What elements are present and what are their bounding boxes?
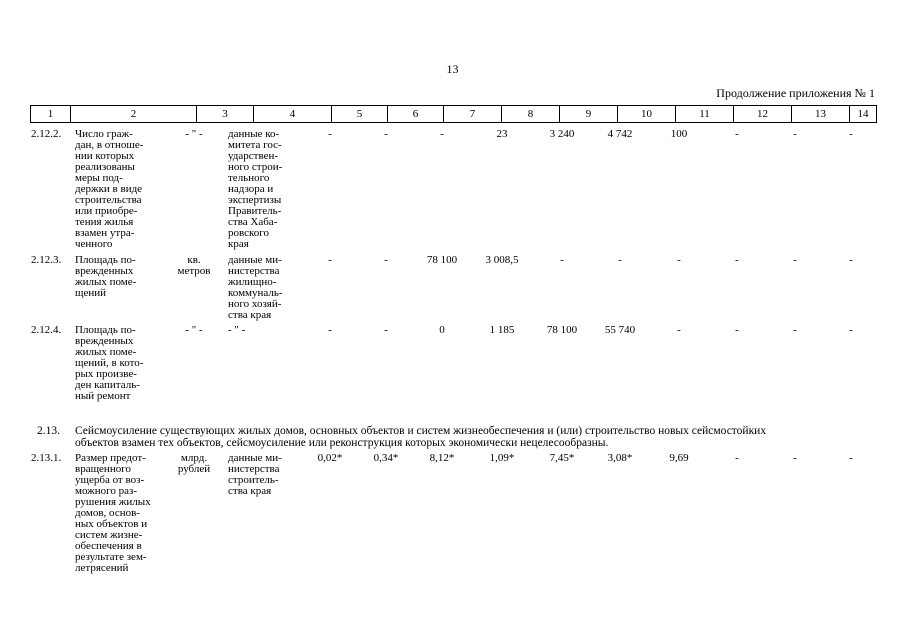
header-cell: 11 (676, 106, 734, 123)
cell-line: врежденных (75, 335, 134, 347)
value-cell: 78 100 (546, 324, 578, 336)
section-heading (75, 425, 875, 449)
value-cell: - (849, 452, 853, 464)
value-cell: - (793, 128, 797, 140)
source-cell (228, 255, 300, 321)
cell-line: можного раз- (75, 485, 138, 497)
cell-line: держки в виде (75, 183, 143, 195)
cell-line: ченного (75, 238, 113, 250)
value-cell: 1 185 (489, 324, 515, 336)
cell-line: реализованы (75, 161, 135, 173)
value-cell: - (735, 128, 739, 140)
value-cell: - (849, 254, 853, 266)
value-cell: 0,02* (317, 452, 343, 464)
value-cell: - (677, 324, 681, 336)
cell-line: дан, в отноше- (75, 139, 144, 151)
cell-line: обеспечения в (75, 540, 142, 552)
row-number: 2.12.3. (31, 254, 62, 266)
header-cell: 14 (850, 106, 877, 123)
cell-line: ства края (228, 309, 272, 321)
cell-line: нии которых (75, 150, 135, 162)
cell-line: края (228, 238, 249, 250)
value-cell: - (440, 128, 444, 140)
source-cell (228, 453, 300, 497)
value-cell: - (735, 254, 739, 266)
cell-line: ства края (228, 485, 272, 497)
cell-line: нистерства (228, 265, 280, 277)
cell-line: домов, основ- (75, 507, 140, 519)
value-cell: - (735, 324, 739, 336)
cell-line: ства Хаба- (228, 216, 278, 228)
cell-line: Площадь по- (75, 254, 136, 266)
header-cell: 7 (444, 106, 502, 123)
cell-line: - " - (228, 324, 246, 336)
cell-line: надзора и (228, 183, 274, 195)
cell-line: данные ми- (228, 452, 282, 464)
value-cell: - (328, 254, 332, 266)
value-cell: 55 740 (604, 324, 636, 336)
value-cell: 0 (439, 324, 445, 336)
value-cell: - (677, 254, 681, 266)
row-number: 2.12.4. (31, 324, 62, 336)
value-cell: - (328, 324, 332, 336)
cell-line: врежденных (75, 265, 134, 277)
source-cell (228, 129, 300, 250)
value-cell: 78 100 (426, 254, 458, 266)
row-number: 2.12.2. (31, 128, 62, 140)
value-cell: 23 (496, 128, 508, 140)
header-cell: 3 (197, 106, 254, 123)
cell-line: - " - (185, 324, 203, 336)
cell-line: ровского (228, 227, 270, 239)
value-cell: - (849, 128, 853, 140)
value-cell: 7,45* (549, 452, 575, 464)
value-cell: - (384, 128, 388, 140)
value-cell: - (793, 452, 797, 464)
cell-line: данные ко- (228, 128, 280, 140)
column-header-table (30, 105, 877, 123)
header-cell: 10 (618, 106, 676, 123)
cell-line: коммуналь- (228, 287, 283, 299)
cell-line: жилищно- (228, 276, 277, 288)
value-cell: - (384, 254, 388, 266)
cell-line: кв. (187, 254, 201, 266)
section-heading-line: объектов взамен тех объектов, сейсмоусиление или реконструкция которых экономически нецелесообразны. (75, 437, 609, 449)
cell-line: вращенного (75, 463, 131, 475)
cell-line: млрд. (180, 452, 208, 464)
value-cell: 3 240 (549, 128, 575, 140)
value-cell: - (618, 254, 622, 266)
value-cell: 1,09* (489, 452, 515, 464)
cell-line: или приобре- (75, 205, 138, 217)
indicator-name (75, 255, 165, 299)
header-row (31, 106, 877, 123)
section-number: 2.13. (37, 425, 60, 437)
cell-line: взамен утра- (75, 227, 135, 239)
cell-line: ударствен- (228, 150, 279, 162)
indicator-name (75, 325, 165, 402)
unit-cell (168, 453, 220, 475)
header-cell: 9 (560, 106, 618, 123)
cell-line: тения жилья (75, 216, 134, 228)
header-cell: 5 (332, 106, 388, 123)
unit-cell (168, 255, 220, 277)
cell-line: рушения жилых (75, 496, 151, 508)
value-cell: - (793, 324, 797, 336)
header-cell: 4 (254, 106, 332, 123)
value-cell: - (735, 452, 739, 464)
cell-line: меры под- (75, 172, 123, 184)
cell-line: Площадь по- (75, 324, 136, 336)
header-cell: 8 (502, 106, 560, 123)
cell-line: результате зем- (75, 551, 147, 563)
cell-line: ный ремонт (75, 390, 131, 402)
cell-line: нистерства (228, 463, 280, 475)
cell-line: щений, в кото- (75, 357, 144, 369)
cell-line: строитель- (228, 474, 279, 486)
cell-line: Число граж- (75, 128, 133, 140)
cell-line: - " - (185, 128, 203, 140)
cell-line: жилых поме- (75, 346, 137, 358)
cell-line: щений (75, 287, 107, 299)
cell-line: ного хозяй- (228, 298, 282, 310)
header-cell: 6 (388, 106, 444, 123)
value-cell: - (384, 324, 388, 336)
value-cell: - (793, 254, 797, 266)
source-cell (228, 325, 300, 336)
cell-line: летрясений (75, 562, 129, 574)
cell-line: экспертизы (228, 194, 282, 206)
cell-line: систем жизне- (75, 529, 143, 541)
cell-line: жилых поме- (75, 276, 137, 288)
page-number: 13 (446, 62, 459, 76)
continuation-label: Продолжение приложения № 1 (716, 86, 875, 100)
cell-line: рублей (177, 463, 211, 475)
value-cell: - (849, 324, 853, 336)
cell-line: строительства (75, 194, 142, 206)
cell-line: ного строи- (228, 161, 283, 173)
value-cell: 0,34* (373, 452, 399, 464)
value-cell: 8,12* (429, 452, 455, 464)
value-cell: 3 008,5 (485, 254, 519, 266)
cell-line: метров (177, 265, 211, 277)
header-cell: 2 (71, 106, 197, 123)
cell-line: данные ми- (228, 254, 282, 266)
indicator-name (75, 453, 165, 574)
cell-line: ных объектов и (75, 518, 148, 530)
value-cell: 100 (670, 128, 688, 140)
cell-line: ден капиталь- (75, 379, 140, 391)
value-cell: 4 742 (607, 128, 633, 140)
section-heading-line: Сейсмоусиление существующих жилых домов, основных объектов и систем жизнеобеспечения и (или) строительство новых сейсмостойких (75, 425, 767, 437)
value-cell: - (560, 254, 564, 266)
value-cell: - (328, 128, 332, 140)
cell-line: митета гос- (228, 139, 282, 151)
cell-line: Правитель- (228, 205, 282, 217)
value-cell: 3,08* (607, 452, 633, 464)
cell-line: ущерба от воз- (75, 474, 145, 486)
indicator-name (75, 129, 165, 250)
header-cell: 1 (31, 106, 71, 123)
cell-line: тельного (228, 172, 270, 184)
header-cell: 12 (734, 106, 792, 123)
header-cell: 13 (792, 106, 850, 123)
unit-cell (168, 129, 220, 140)
value-cell: 9,69 (669, 452, 689, 464)
cell-line: Размер предот- (75, 452, 146, 464)
row-number: 2.13.1. (31, 452, 62, 464)
cell-line: рых произве- (75, 368, 137, 380)
unit-cell (168, 325, 220, 336)
